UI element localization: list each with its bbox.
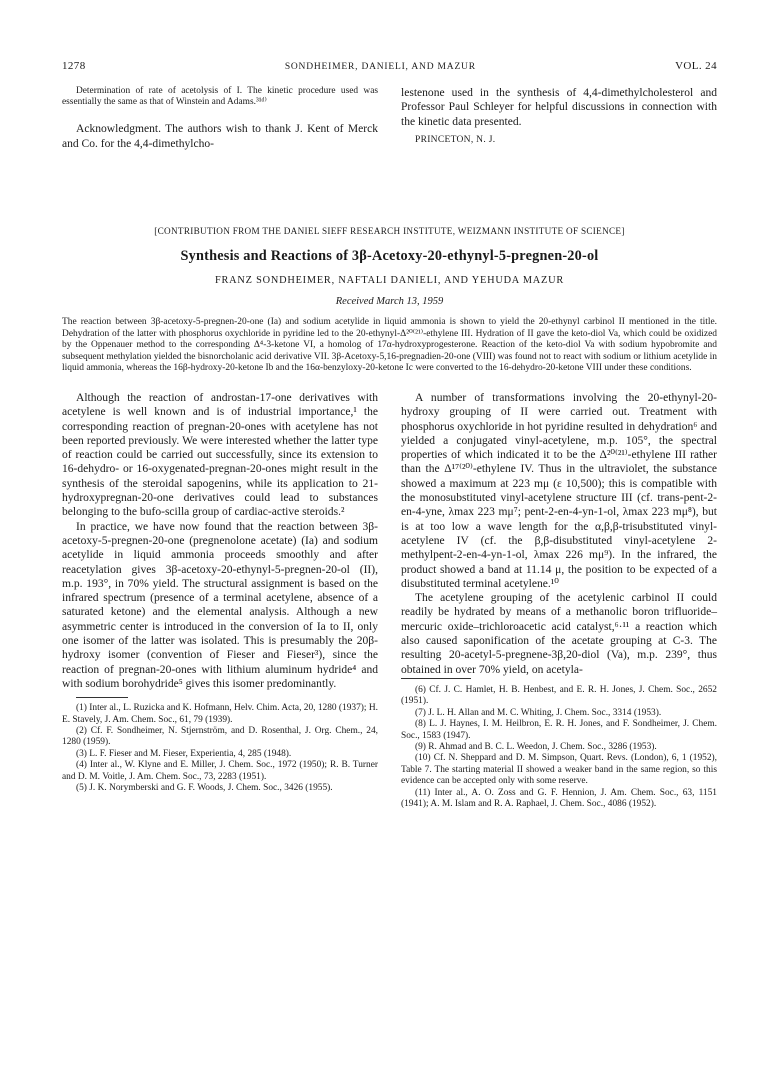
- method-note: Determination of rate of acetolysis of I. The kinetic procedure used was essentially the same as that of Winstein and Adams.³¹ᵈ⁾: [62, 86, 378, 108]
- footnote-divider: [76, 697, 128, 698]
- footnote: (6) Cf. J. C. Hamlet, H. B. Henbest, and E. R. H. Jones, J. Chem. Soc., 2652 (1951).: [401, 684, 717, 707]
- body-paragraph: The acetylene grouping of the acetylenic carbinol II could readily be hydrated by means of a methanolic boron trifluoride–mercuric oxide–trichloroacetic acid catalyst,⁶·¹¹ a reaction which also caused saponification of the acetate grouping at C-3. The resulting 20-acetyl-5-pregnene-3β,20-diol (Va), m.p. 239°, thus obtained in over 70% yield, on acetyla-: [401, 592, 717, 676]
- running-head: [62, 60, 717, 72]
- main-body: [62, 391, 717, 810]
- acknowledgment-right: lestenone used in the synthesis of 4,4-dimethylcholesterol and Professor Paul Schleyer for helpful discussions in connection with the kinetic data presented.: [401, 87, 717, 128]
- article-title: Synthesis and Reactions of 3β-Acetoxy-20-ethynyl-5-pregnen-20-ol: [180, 248, 599, 264]
- footnote: (3) L. F. Fieser and M. Fieser, Experientia, 4, 285 (1948).: [76, 748, 292, 759]
- authors: FRANZ SONDHEIMER, NAFTALI DANIELI, AND YEHUDA MAZUR: [214, 275, 565, 286]
- volume-label: VOL. 24: [675, 60, 717, 72]
- left-column: [62, 391, 378, 810]
- footnote: (10) Cf. N. Sheppard and D. M. Simpson, Quart. Revs. (London), 6, 1 (1952), Table 7. The starting material II showed a weaker band in the same region, so this evidence can be accepted only with some reserve.: [401, 753, 717, 787]
- footnote-divider: [401, 678, 471, 679]
- body-paragraph: Although the reaction of androstan-17-one derivatives with acetylene is well known and is of industrial importance,¹ the corresponding reaction of pregnan-20-ones with acetylene has not been reported previously. We were interested whether the latter type of reaction could be carried out successfully, since its extension to 16-dehydro- or 16-oxygenated-pregnan-20-ones might result in the synthesis of the steroidal sapogenins, while its application to 21-hydroxypregnan-20-one derivatives could lead to substances belonging to the bufo-scilla group of cardiac-active steroids.²: [62, 391, 378, 519]
- acknowledgment-left: Acknowledgment. The authors wish to thank J. Kent of Merck and Co. for the 4,4-dimethylcho-: [62, 123, 378, 150]
- body-paragraph: In practice, we have now found that the reaction between 3β-acetoxy-5-pregnen-20-one (pregnenolone acetate) (Ia) and sodium acetylide in liquid ammonia proceeds smoothly and after reacetylation gives 3β-acetoxy-20-ethynyl-5-pregnen-20-ol (II), m.p. 193°, in 70% yield. The structural assignment is based on the infrared spectrum (presence of a terminal acetylene, absence of a saturated ketone) and the elemental analysis. Although a new asymmetric center is introduced in the conversion of Ia to II, only one isomer of the latter was isolated. This is presumably the 20β-hydroxy isomer (convention of Fieser and Fieser³), since the reaction of pregnan-20-ones with lithium aluminum hydride⁴ and with sodium borohydride⁵ gives this isomer predominantly.: [62, 520, 378, 690]
- abstract: The reaction between 3β-acetoxy-5-pregnen-20-one (Ia) and sodium acetylide in liquid ammonia is shown to yield the 20-ethynyl carbinol II mentioned in the title. Dehydration of the latter with phosphorus oxychloride in pyridine led to the 20-ethynyl-Δ²⁰⁽²¹⁾-ethylene III. Hydration of II gave the keto-diol Va, which could be oxidized by the Oppenauer method to the corresponding Δ⁴-3-ketone VI, a homolog of 17α-hydroxyprogesterone. Reaction of the keto-diol Va with sodium hypobromite and subsequent methylation yielded the bisnorcholanic acid derivative VII. 3β-Acetoxy-5,16-pregnadien-20-one (VIII) was found not to react with sodium or lithium acetylide in liquid ammonia, whereas the 16β-hydroxy-20-ketone Ib and the 16α-benzyloxy-20-ketone Ic were converted to the 16-dehydro-20-ketone VIII under these conditions.: [62, 317, 717, 374]
- body-paragraph: A number of transformations involving the 20-ethynyl-20-hydroxy grouping of II were carried out. Treatment with phosphorus oxychloride in hot pyridine resulted in dehydration⁶ and yielded a conjugated vinyl-acetylene, m.p. 105°, the spectral properties of which indicated it to be the Δ²⁰⁽²¹⁾-ethylene III rather than the Δ¹⁷⁽²⁰⁾-ethylene IV. Thus in the ultraviolet, the substance showed a maximum at 223 mμ (ε 10,500); this is compatible with the monosubstituted vinyl-acetylene structure III (cf. trans-pent-2-en-4-yne, λmax 223 mμ⁷; pent-2-en-4-yn-1-ol, λmax 223 mμ⁸), but is at too low a wave length for the α,β,β-trisubstituted vinyl-acetylene IV (cf. the β,β-disubstituted vinyl-acetylene 2-methylpent-2-en-4-yn-1-ol, λmax 226 mμ⁹). In the infrared, the product showed a band at 11.14 μ, the position to be expected of a disubstituted terminal acetylene.¹⁰: [401, 391, 717, 590]
- footnote: (11) Inter al., A. O. Zoss and G. F. Hennion, J. Am. Chem. Soc., 63, 1151 (1941); A. M. Islam and R. A. Raphael, J. Chem. Soc., 4086 (1952).: [401, 787, 717, 809]
- signoff: PRINCETON, N. J.: [415, 134, 496, 145]
- footnote: (5) J. K. Norymberski and G. F. Woods, J. Chem. Soc., 3426 (1955).: [76, 783, 333, 794]
- footnote: (7) J. L. H. Allan and M. C. Whiting, J. Chem. Soc., 3314 (1953).: [415, 707, 662, 718]
- running-title: SONDHEIMER, DANIELI, AND MAZUR: [284, 62, 476, 72]
- footnote: (8) L. J. Haynes, I. M. Heilbron, E. R. H. Jones, and F. Sondheimer, J. Chem. Soc., 1583 (1947).: [401, 719, 717, 741]
- contribution-line: [CONTRIBUTION FROM THE DANIEL SIEFF RESEARCH INSTITUTE, WEIZMANN INSTITUTE OF SCIENCE]: [154, 226, 625, 236]
- right-column: [401, 391, 717, 810]
- footnote: (1) Inter al., L. Ruzicka and K. Hofmann, Helv. Chim. Acta, 20, 1280 (1937); H. E. Stavely, J. Am. Chem. Soc., 61, 79 (1939).: [62, 703, 378, 725]
- footnote: (4) Inter al., W. Klyne and E. Miller, J. Chem. Soc., 1972 (1950); R. B. Turner and D. M. Voitle, J. Am. Chem. Soc., 73, 2283 (1951).: [62, 760, 378, 782]
- previous-article-end: [62, 86, 717, 218]
- page-number: 1278: [62, 60, 86, 72]
- footnote: (9) R. Ahmad and B. C. L. Weedon, J. Chem. Soc., 3286 (1953).: [415, 741, 657, 752]
- footnote: (2) Cf. F. Sondheimer, N. Stjernström, and D. Rosenthal, J. Org. Chem., 24, 1280 (1959).: [62, 726, 378, 748]
- received-date: Received March 13, 1959: [335, 296, 444, 307]
